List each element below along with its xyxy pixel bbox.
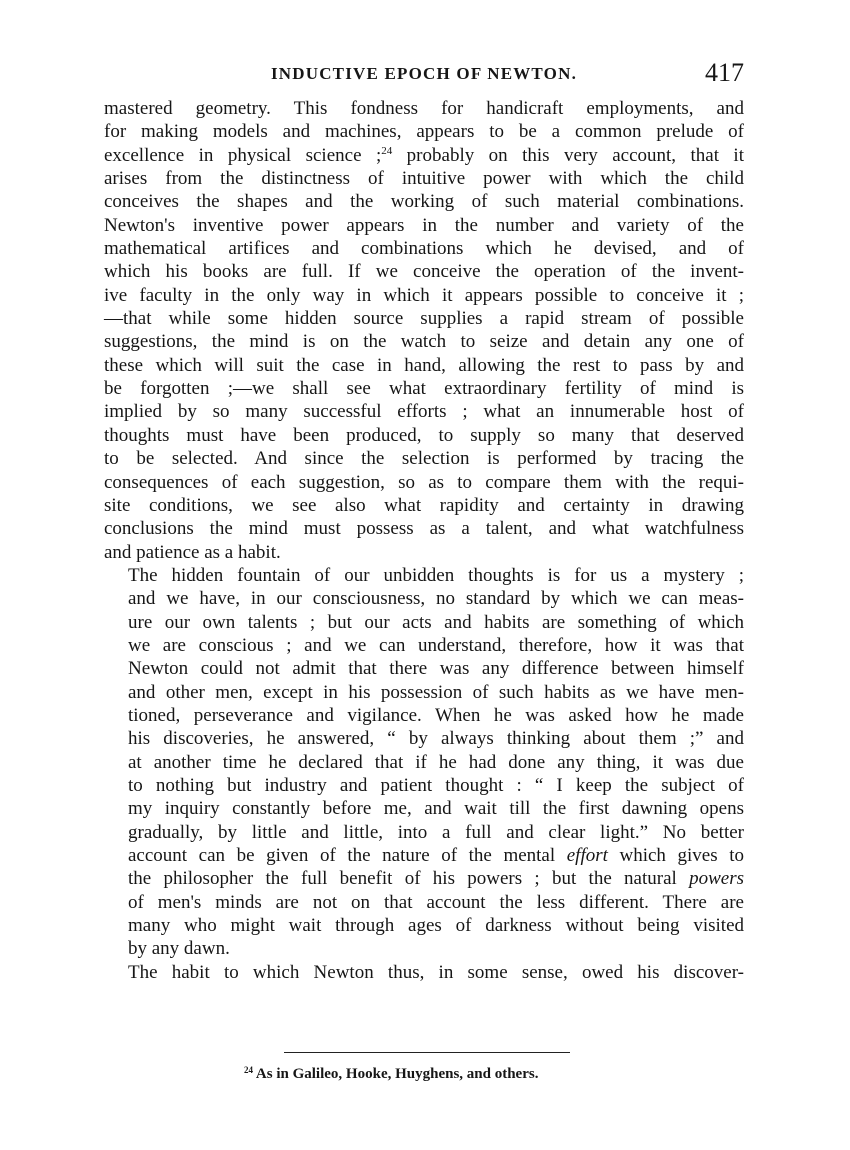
text-line: and other men, except in his possession of such habits as we have men-: [128, 681, 744, 703]
text-line: many who might wait through ages of darkness without being visited: [128, 915, 744, 937]
footnote-divider: [284, 1052, 570, 1053]
text-line: The habit to which Newton thus, in some sense, owed his discover-: [128, 961, 744, 983]
text-line: for making models and machines, appears to be a common prelude of: [104, 121, 744, 143]
body-text: [104, 97, 744, 984]
text-line: —that while some hidden source supplies a rapid stream of possible: [104, 308, 744, 330]
text-line: which his books are full. If we conceive the operation of the invent-: [104, 261, 744, 283]
paragraph-1: [104, 97, 744, 564]
footnote-marker: 24: [244, 1065, 253, 1075]
text-line: ure our own talents ; but our acts and habits are something of which: [128, 611, 744, 633]
running-head: [104, 58, 744, 92]
text-line: my inquiry constantly before me, and wait till the first dawning opens: [128, 798, 744, 820]
text-line: gradually, by little and little, into a full and clear light.” No better: [128, 821, 744, 843]
text-line: The hidden fountain of our unbidden thoughts is for us a mystery ;: [128, 564, 744, 586]
text-line: his discoveries, he answered, “ by always thinking about them ;” and: [128, 728, 744, 750]
text-line: [104, 144, 744, 167]
text-line: at another time he declared that if he had done any thing, it was due: [128, 751, 744, 773]
text-line: [104, 844, 744, 867]
text-line: mastered geometry. This fondness for handicraft employments, and: [104, 98, 744, 119]
text-span: which gives to: [607, 845, 744, 866]
footnote-reference: 24: [381, 144, 393, 157]
text-line: we are conscious ; and we can understand, therefore, how it was that: [128, 634, 744, 656]
text-line: Newton's inventive power appears in the number and variety of the: [104, 214, 744, 236]
text-line: and patience as a habit.: [104, 541, 281, 563]
text-line: conclusions the mind must possess as a talent, and what watchfulness: [104, 518, 744, 540]
emphasis: effort: [566, 845, 608, 866]
text-line: suggestions, the mind is on the watch to seize and detain any one of: [104, 331, 744, 353]
text-line: be forgotten ;—we shall see what extraordinary fertility of mind is: [104, 378, 744, 400]
text-line: and we have, in our consciousness, no standard by which we can meas-: [128, 588, 744, 610]
text-line: [104, 867, 744, 890]
text-line: tioned, perseverance and vigilance. When he was asked how he made: [128, 704, 744, 726]
page-number: 417: [705, 58, 744, 87]
text-span: the philosopher the full benefit of his powers ; but the natural: [128, 868, 690, 890]
text-line: Newton could not admit that there was any difference between himself: [128, 658, 744, 680]
text-line: consequences of each suggestion, so as to compare them with the requi-: [104, 471, 744, 493]
text-line: these which will suit the case in hand, allowing the rest to pass by and: [104, 354, 744, 376]
text-span: excellence in physical science ;: [104, 144, 382, 166]
text-line: of men's minds are not on that account the less different. There are: [128, 891, 744, 913]
text-line: thoughts must have been produced, to supply so many that deserved: [104, 424, 744, 446]
text-line: implied by so many successful efforts ; what an innumerable host of: [104, 401, 744, 423]
text-line: arises from the distinctness of intuitive power with which the child: [104, 168, 744, 190]
text-line: to be selected. And since the selection is performed by tracing the: [104, 448, 744, 470]
text-line: mathematical artifices and combinations which he devised, and of: [104, 238, 744, 260]
text-span: account can be given of the nature of the mental: [128, 845, 567, 866]
paragraph-2: [104, 564, 744, 961]
footnote: [244, 1066, 538, 1083]
text-line: site conditions, we see also what rapidity and certainty in drawing: [104, 494, 744, 516]
text-line: conceives the shapes and the working of such material combinations.: [104, 191, 744, 213]
text-line: to nothing but industry and patient thought : “ I keep the subject of: [128, 774, 744, 796]
footnote-text: As in Galileo, Hooke, Huyghens, and others.: [253, 1066, 539, 1082]
text-line: by any dawn.: [128, 938, 230, 960]
emphasis: powers: [689, 868, 744, 890]
running-title: INDUCTIVE EPOCH OF NEWTON.: [270, 64, 578, 83]
paragraph-3: [104, 961, 744, 984]
text-span: probably on this very account, that it: [392, 144, 744, 166]
text-line: ive faculty in the only way in which it appears possible to conceive it ;: [104, 284, 744, 306]
